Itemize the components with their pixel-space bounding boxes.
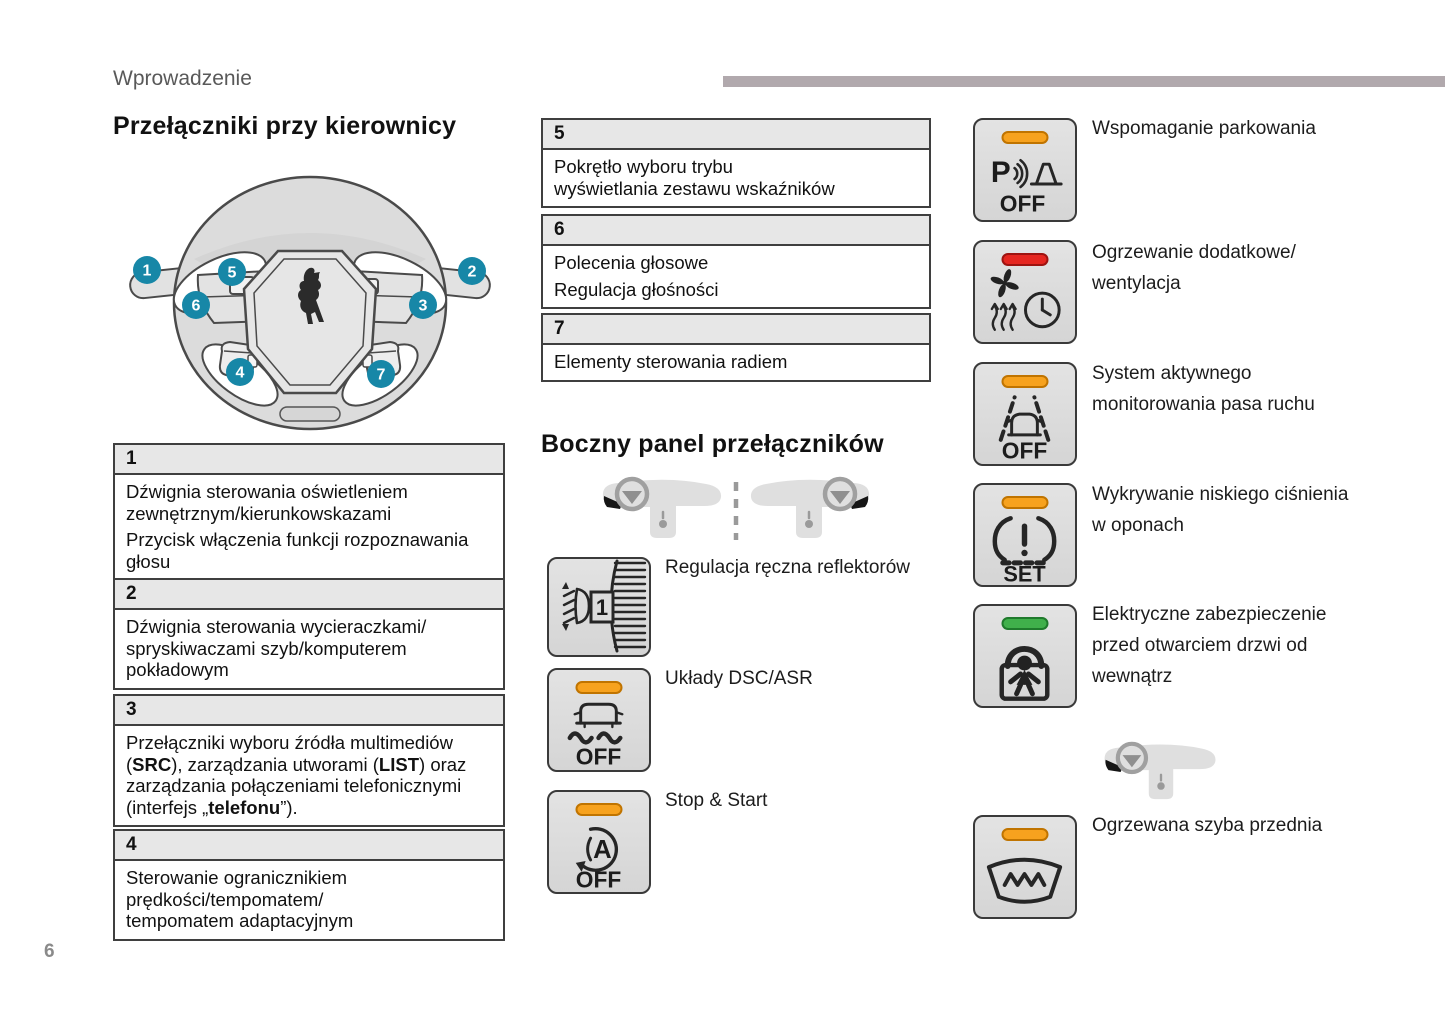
- callout-1: [133, 256, 161, 284]
- parking-letter: P: [990, 156, 1011, 190]
- button-led: [1002, 375, 1049, 388]
- switch-box-2-number: 2: [115, 580, 503, 610]
- switch-box-7-text: Elementy sterowania radiem: [554, 351, 788, 372]
- lane-assist-button: [973, 362, 1077, 466]
- heat-arrows-glyph: [992, 304, 1016, 330]
- dsc-asr-label: Układy DSC/ASR: [665, 668, 813, 689]
- switch-box-1: [113, 443, 505, 581]
- button-led: [1002, 617, 1049, 630]
- stop-start-off-text: OFF: [575, 866, 622, 893]
- lane-off-text: OFF: [1001, 437, 1048, 464]
- button-led: [1002, 253, 1049, 266]
- switch-box-6: [541, 214, 931, 309]
- switch-box-4: [113, 829, 505, 941]
- dsc-asr-button: [547, 668, 651, 772]
- stop-start-icon: [549, 817, 648, 893]
- svg-text:1: 1: [142, 262, 152, 280]
- dashboard-position-illustration: [1100, 741, 1222, 802]
- tpms-icon: [975, 510, 1074, 586]
- parking-assist-button: [973, 118, 1077, 222]
- parking-assist-label: Wspomaganie parkowania: [1092, 118, 1316, 139]
- callout-2: [458, 257, 486, 285]
- switch-box-7: [541, 313, 931, 382]
- button-led: [576, 681, 623, 694]
- button-led: [1002, 131, 1049, 144]
- dsc-off-text: OFF: [575, 743, 622, 770]
- parking-sensor-icon: [975, 145, 1074, 221]
- stop-start-letter: A: [593, 835, 612, 864]
- switch-box-5-text: Pokrętło wyboru trybu wyświetlania zestawu wskaźników: [554, 156, 835, 199]
- stop-start-button: [547, 790, 651, 894]
- page-number: 6: [44, 941, 55, 962]
- auxiliary-heating-icon: [975, 267, 1074, 343]
- switch-box-6-number: 6: [543, 216, 929, 246]
- callout-7: [367, 360, 395, 388]
- switch-box-3-number: 3: [115, 696, 503, 726]
- svg-text:3: 3: [418, 297, 428, 315]
- switch-box-2-text: Dźwignia sterowania wycieraczkami/ spryskiwaczami szyb/komputerem pokładowym: [126, 616, 427, 680]
- switch-box-2: [113, 578, 505, 690]
- switch-box-6-text-b: Regulacja głośności: [554, 278, 719, 300]
- callout-6: [182, 291, 210, 319]
- clock-glyph: [1025, 293, 1059, 327]
- switch-box-1-text-a: Dźwignia sterowania oświetleniem zewnętrznym/kierunkowskazami: [126, 481, 408, 524]
- switch-box-4-number: 4: [115, 831, 503, 861]
- switch-box-5-number: 5: [543, 120, 929, 150]
- header-rule-bar: [723, 76, 1445, 87]
- page-title: Przełączniki przy kierownicy: [113, 112, 457, 140]
- heated-windshield-button: [973, 815, 1077, 919]
- switch-box-7-number: 7: [543, 315, 929, 345]
- svg-text:4: 4: [235, 364, 245, 382]
- dsc-asr-icon: [549, 695, 648, 771]
- callout-3: [409, 291, 437, 319]
- heated-windshield-icon: [975, 842, 1074, 918]
- heated-windshield-label: Ogrzewana szyba przednia: [1092, 815, 1323, 836]
- headlight-leveling-label: Regulacja ręczna reflektorów: [665, 557, 911, 578]
- headlight-leveling-icon: [549, 559, 647, 654]
- switch-box-6-text-a: Polecenia głosowe: [554, 252, 709, 273]
- svg-text:7: 7: [376, 366, 386, 384]
- stop-start-label: Stop & Start: [665, 790, 768, 811]
- button-led: [1002, 828, 1049, 841]
- tpms-set-text: SET: [1003, 561, 1046, 586]
- aux-heating-label: Ogrzewanie dodatkowe/ wentylacja: [1092, 242, 1296, 294]
- dashboard-illustration-mirrored: [751, 479, 869, 538]
- dashboard-illustration: [603, 479, 721, 538]
- lane-assist-label: System aktywnego monitorowania pasa ruchu: [1092, 363, 1315, 415]
- lane-assist-icon: [975, 389, 1074, 465]
- child-lock-icon: [975, 631, 1074, 707]
- svg-text:5: 5: [227, 264, 237, 282]
- headlight-leveling-switch: [547, 557, 651, 657]
- parking-off-text: OFF: [999, 190, 1046, 217]
- svg-text:2: 2: [467, 263, 477, 281]
- tpms-label: Wykrywanie niskiego ciśnienia w oponach: [1092, 484, 1349, 536]
- button-led: [576, 803, 623, 816]
- breadcrumb: Wprowadzenie: [113, 67, 252, 90]
- svg-text:6: 6: [191, 297, 201, 315]
- switch-box-3: [113, 694, 505, 827]
- switch-box-3-text: Przełączniki wyboru źródła multimediów (SRC), zarządzania utworami (LIST) oraz zarządzania połączeniami telefonicznymi (interfejs „telefonu”).: [126, 732, 467, 818]
- switch-box-1-number: 1: [115, 445, 503, 475]
- fan-glyph: [990, 268, 1020, 298]
- button-led: [1002, 496, 1049, 509]
- aux-heating-button: [973, 240, 1077, 344]
- side-panel-title: Boczny panel przełączników: [541, 430, 884, 458]
- dial-position-value: 1: [595, 595, 609, 620]
- steering-wheel-diagram: [128, 163, 492, 435]
- tpms-button: [973, 483, 1077, 587]
- switch-box-5: [541, 118, 931, 208]
- child-lock-label: Elektryczne zabezpieczenie przed otwarciem drzwi od wewnątrz: [1092, 604, 1327, 687]
- switch-box-4-text: Sterowanie ogranicznikiem prędkości/tempomatem/ tempomatem adaptacyjnym: [126, 867, 354, 931]
- callout-4: [226, 358, 254, 386]
- child-lock-button: [973, 604, 1077, 708]
- dashboard-lhd-rhd-illustration: [598, 476, 874, 546]
- callout-5: [218, 258, 246, 286]
- switch-box-1-text-b: Przycisk włączenia funkcji rozpoznawania głosu: [126, 529, 469, 572]
